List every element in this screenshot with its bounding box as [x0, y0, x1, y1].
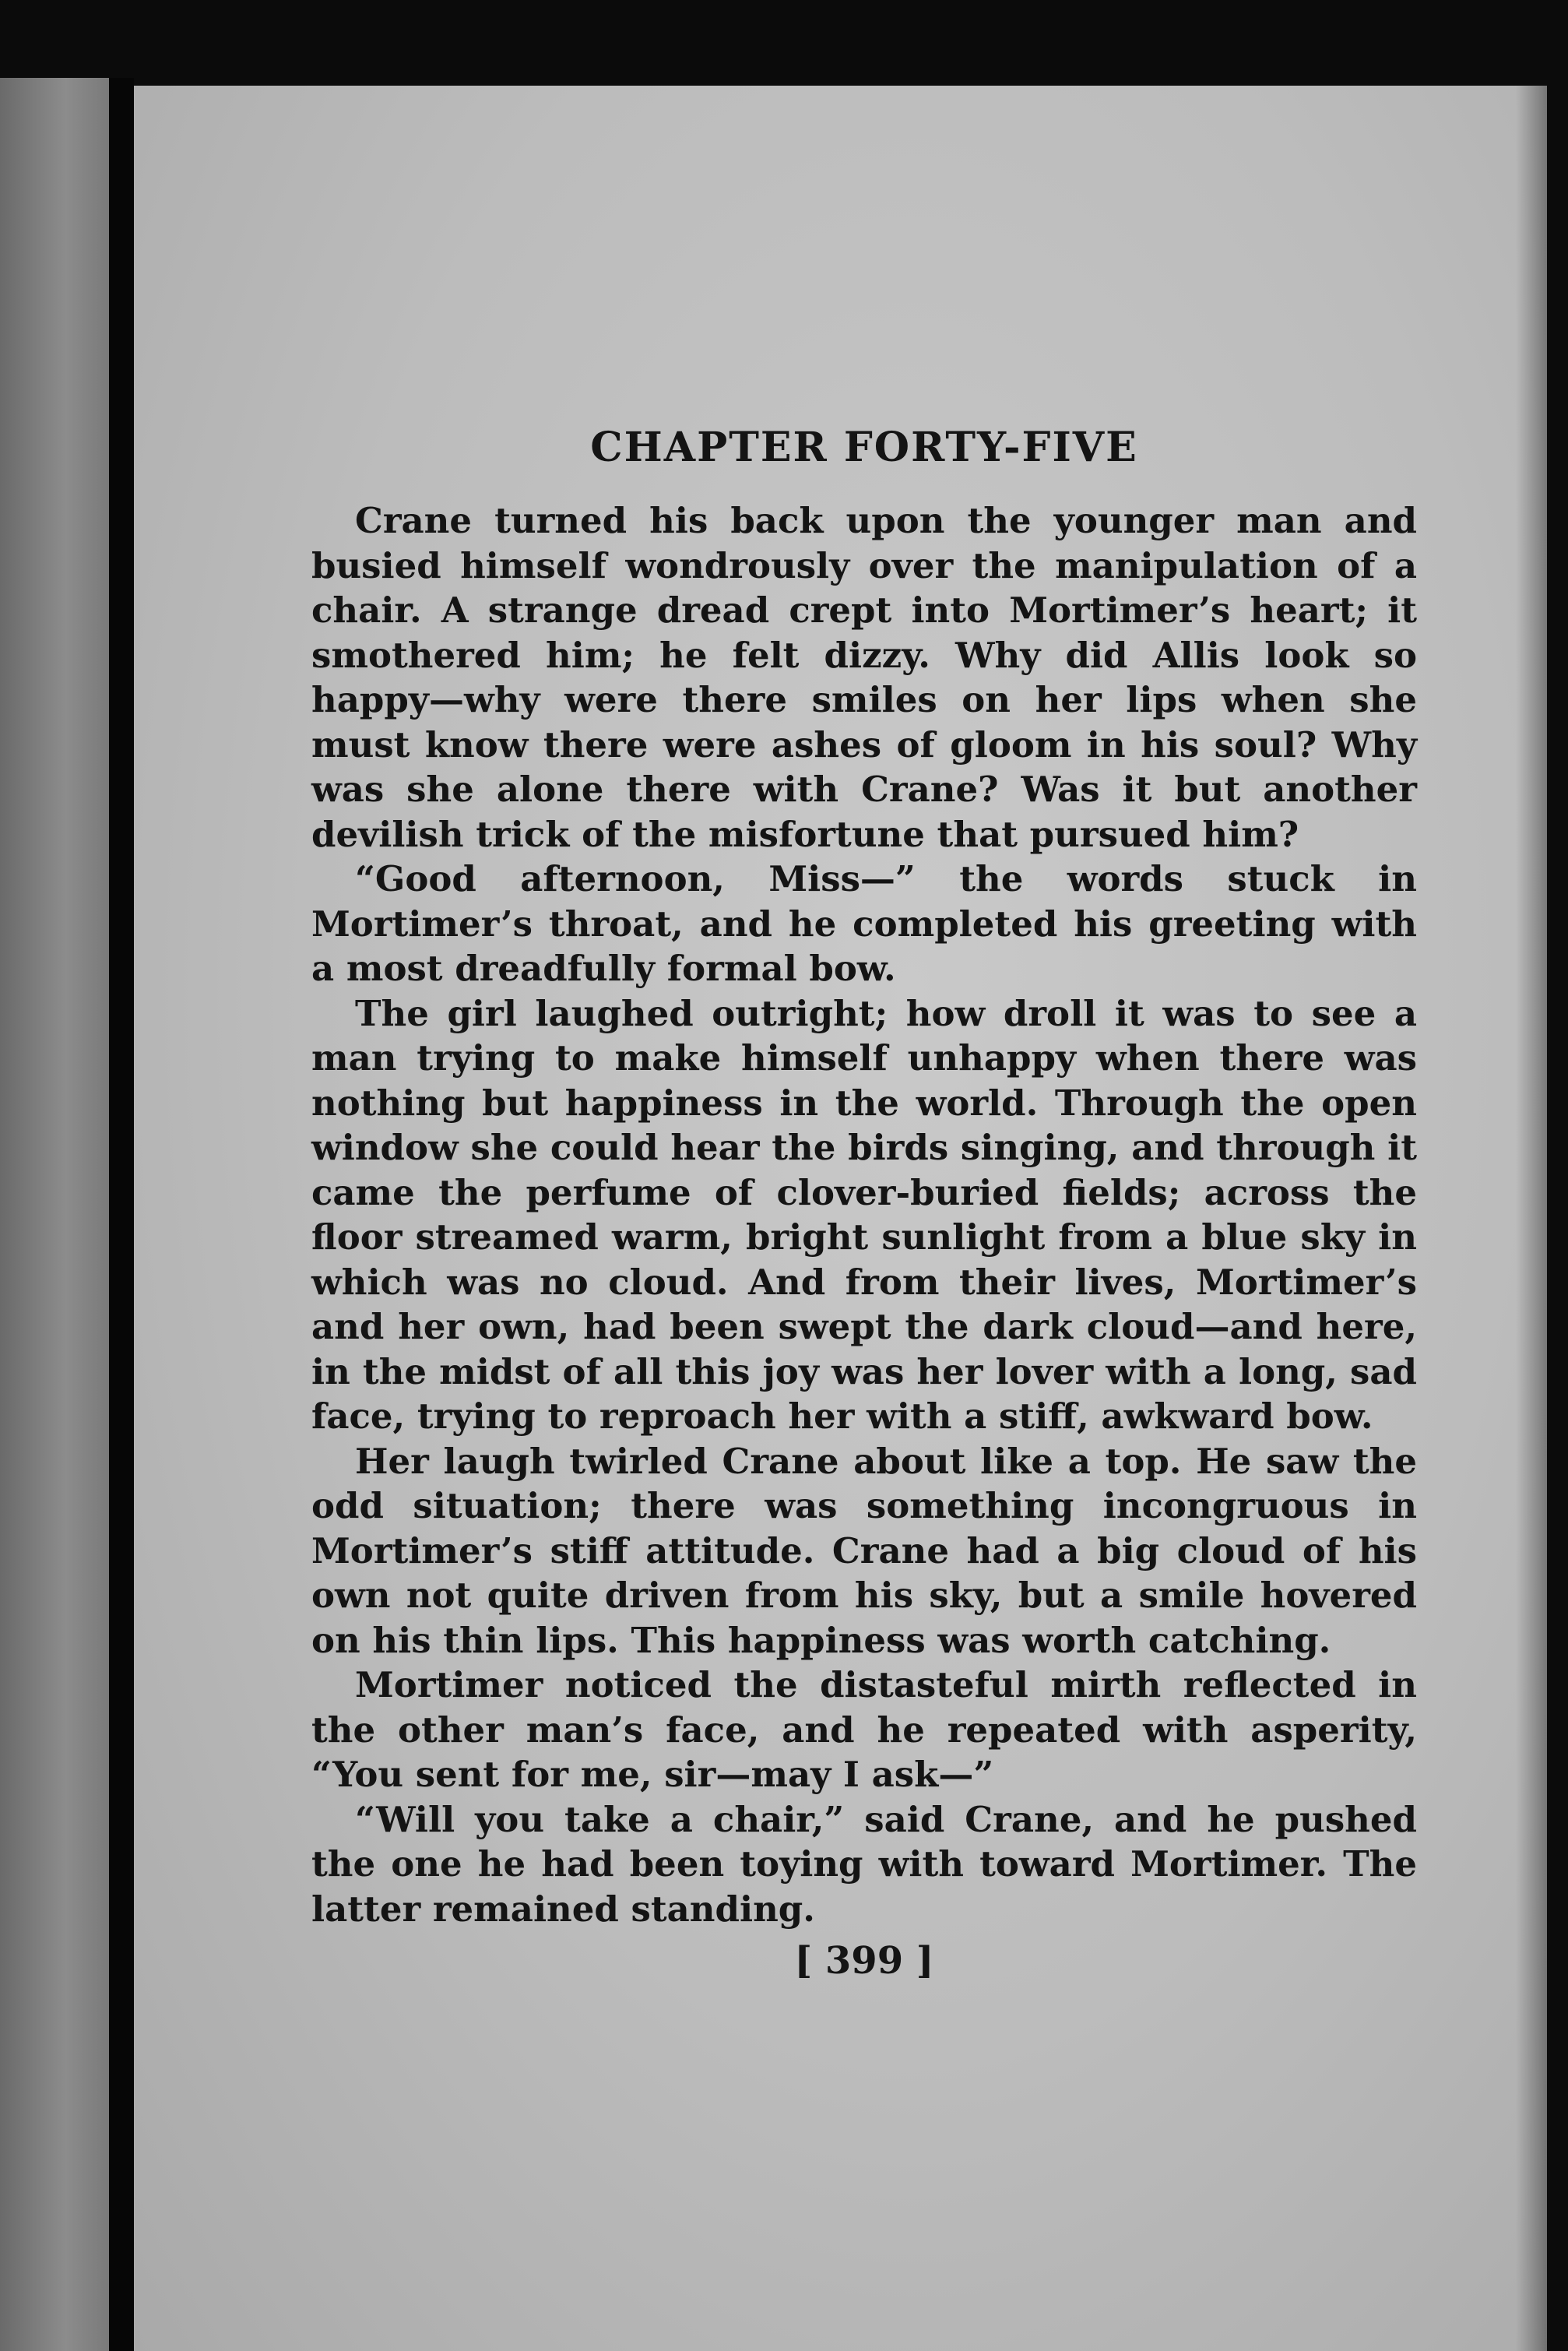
paragraph: “Good afternoon, Miss—” the words stuck in Mortimer’s throat, and he completed his greeting with a most dreadfully formal bow. [311, 858, 1417, 989]
text-block [311, 421, 1417, 1984]
book-gutter [109, 78, 134, 2351]
paragraph: “Will you take a chair,” said Crane, and he pushed the one he had been toying with toward Mortimer. The latter remained standing. [311, 1798, 1417, 1930]
paragraph: The girl laughed outright; how droll it was to see a man trying to make himself unhappy when there was nothing but happiness in the world. Through the open window she could hear the birds singing, and through it came the perfume of clover-buried fields; across the floor streamed warm, bright sunlight from a blue sky in which was no cloud. And from their lives, Mortimer’s and her own, had been swept the dark cloud—and here, in the midst of all this joy was her lover with a long, sad face, trying to reproach her with a stiff, awkward bow. [311, 992, 1417, 1437]
paragraph: Crane turned his back upon the younger man and busied himself wondrously over the manipulation of a chair. A strange dread crept into Mortimer’s heart; it smothered him; he felt dizzy. Why did Allis look so happy—why were there smiles on her lips when she must know there were ashes of gloom in his soul? Why was she alone there with Crane? Was it but another devilish trick of the misfortune that pursued him? [311, 500, 1417, 855]
page-number: [ 399 ] [794, 1939, 934, 1983]
book-page [134, 86, 1547, 2351]
chapter-title: CHAPTER FORTY-FIVE [590, 424, 1138, 471]
page-edge-shadow [1516, 86, 1547, 2351]
paragraph: Mortimer noticed the distasteful mirth reflected in the other man’s face, and he repeated with asperity, “You sent for me, sir—may I ask—” [311, 1664, 1417, 1795]
facing-page-edge [0, 78, 109, 2351]
paragraph: Her laugh twirled Crane about like a top. He saw the odd situation; there was something incongruous in Mortimer’s stiff attitude. Crane had a big cloud of his own not quite driven from his sky, but a smile hovered on his thin lips. This happiness was worth catching. [311, 1440, 1417, 1661]
